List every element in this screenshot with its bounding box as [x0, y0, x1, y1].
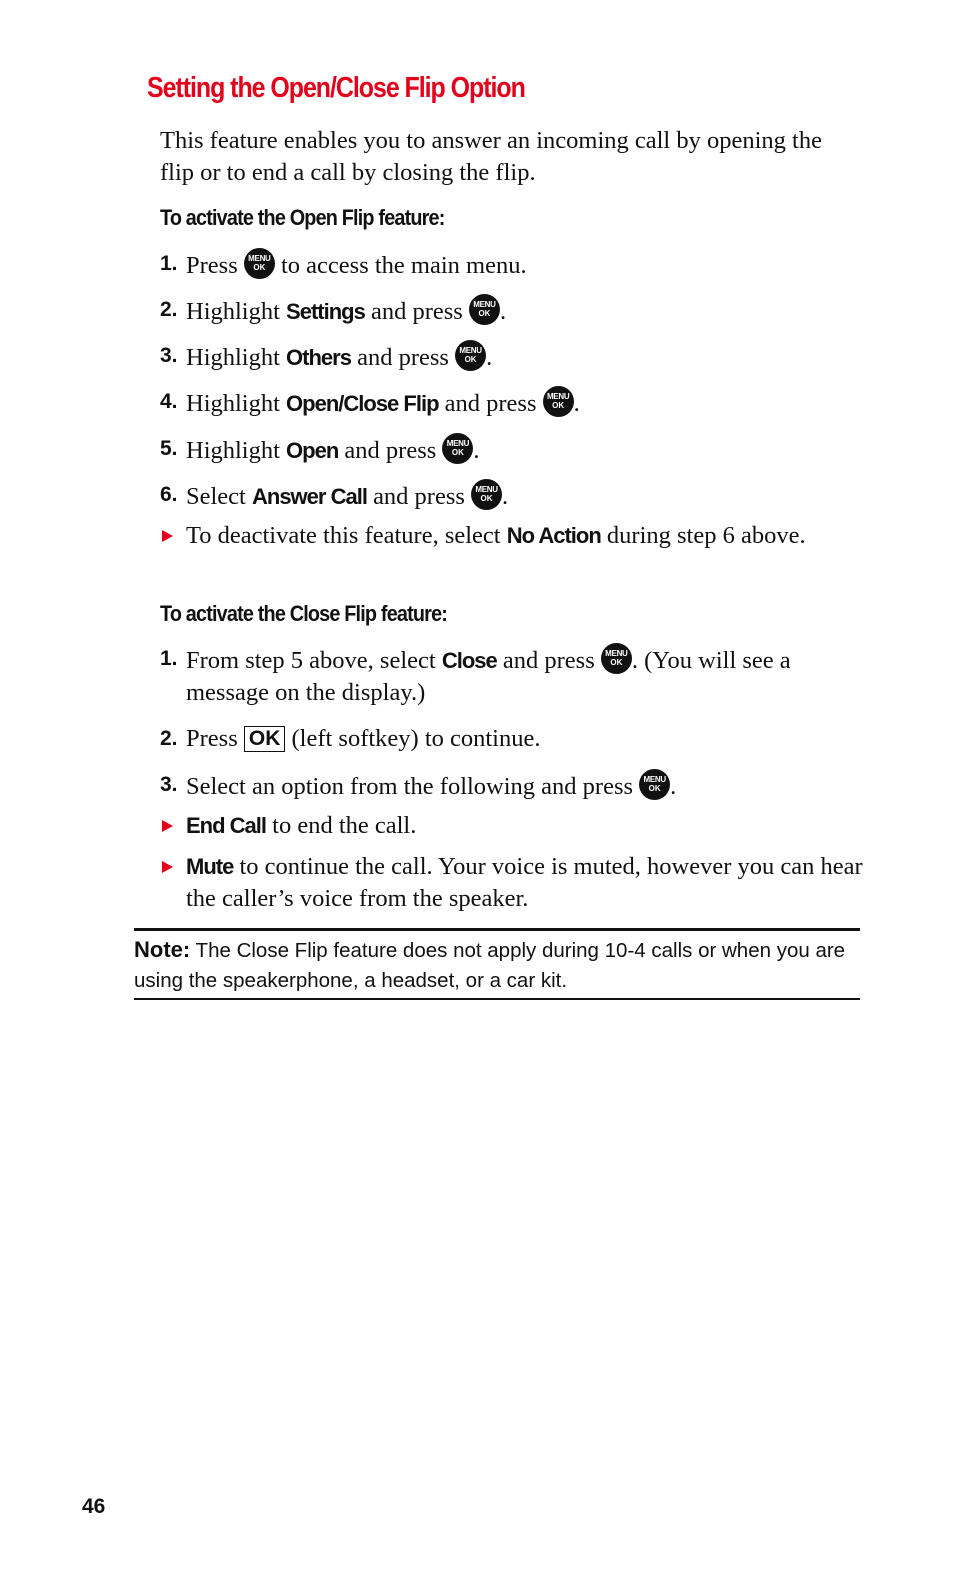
page-number: 46: [82, 1495, 106, 1518]
note-label: Note:: [134, 937, 191, 962]
menu-ok-key-icon: MENU OK: [543, 386, 574, 417]
menu-option: Answer Call: [252, 484, 367, 509]
open-flip-heading: To activate the Open Flip feature:: [160, 205, 445, 230]
menu-ok-key-icon: MENU OK: [471, 479, 502, 510]
close-flip-heading: To activate the Close Flip feature:: [160, 601, 448, 626]
step-number: 5.: [160, 437, 178, 460]
note-text: The Close Flip feature does not apply during 10-4 calls or when you are using the speakerphone, a headset, or a car kit.: [134, 939, 846, 992]
menu-option: Close: [441, 648, 497, 673]
menu-option: Mute: [186, 854, 234, 879]
step-number: 3.: [160, 344, 178, 367]
step-number: 1.: [160, 647, 178, 670]
step-number: 1.: [160, 252, 178, 275]
menu-option: Others: [286, 345, 351, 370]
step-number: 2.: [160, 298, 178, 321]
menu-ok-key-icon: MENU OK: [469, 294, 500, 325]
intro-paragraph: This feature enables you to answer an incoming call by opening the flip or to end a call by closing the flip.: [160, 127, 822, 186]
triangle-bullet-icon: [162, 530, 173, 542]
menu-ok-key-icon: MENU OK: [442, 433, 473, 464]
menu-option: End Call: [186, 813, 267, 838]
triangle-bullet-icon: [162, 861, 173, 873]
manual-page: Setting the Open/Close Flip Option This feature enables you to answer an incoming call by opening the flip or to end a call by closing the flip. To activate the Open Flip feature: 1. Press MENU OK to access the main menu. 2. Highlight Settings and press MENU OK . 3. Highlight Others and press MENU OK . 4. Highlight Open/Close Flip and press MENU OK . 5. Highlight Open and press MENU OK . 6. Select Answer Call and press MENU OK . To deactivate this feature, select No Action during step 6 above. To activate the Close Flip feature: 1. From step 5 above, select Close and press MENU OK . (You will see a message on the display.) 2. Press OK (left softkey) to continue. 3. Select an option from the following and press MENU OK . End Call to end the call. Mute to continue the call. Your voice is muted, however you can hear the caller’s voice from the speaker. Note: The Close Flip feature does not apply during 10-4 calls or when you are using the speakerphone, a headset, or a car kit. 46: [82, 72, 863, 1518]
menu-option: Settings: [286, 299, 365, 324]
step-number: 4.: [160, 390, 178, 413]
menu-ok-key-icon: MENU OK: [244, 248, 275, 279]
ok-softkey-icon: OK: [244, 726, 286, 752]
triangle-bullet-icon: [162, 820, 173, 832]
menu-ok-key-icon: MENU OK: [601, 643, 632, 674]
menu-option: Open/Close Flip: [286, 391, 439, 416]
menu-ok-key-icon: MENU OK: [455, 340, 486, 371]
note-box: [134, 928, 860, 1000]
menu-option: Open: [286, 438, 339, 463]
step-number: 6.: [160, 483, 178, 506]
menu-option: No Action: [506, 523, 601, 548]
step-number: 2.: [160, 727, 178, 750]
section-title: Setting the Open/Close Flip Option: [147, 72, 525, 104]
menu-ok-key-icon: MENU OK: [639, 769, 670, 800]
step-number: 3.: [160, 773, 178, 796]
